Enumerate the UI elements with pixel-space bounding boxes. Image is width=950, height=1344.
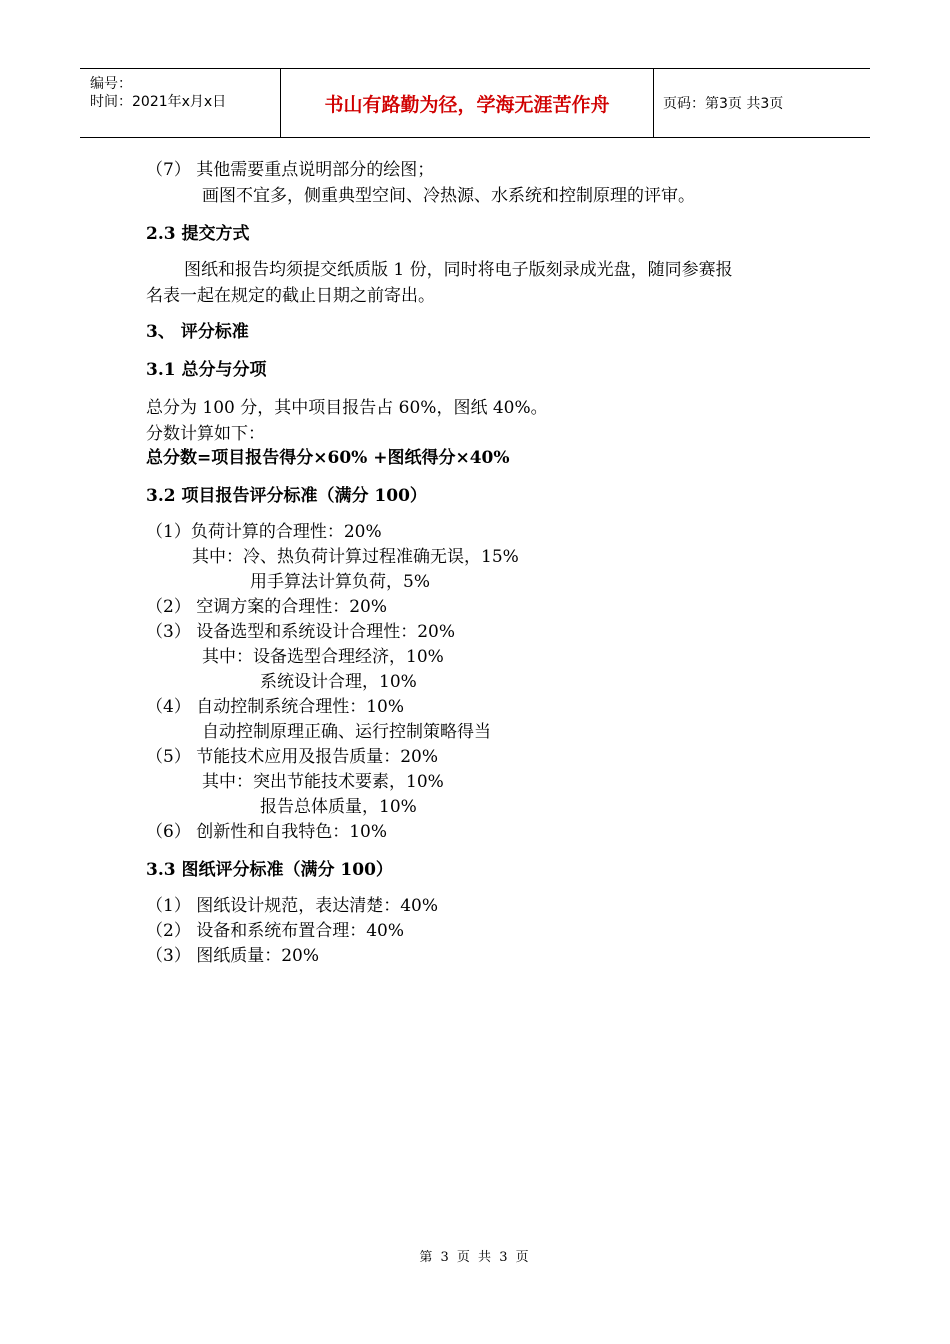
section-2-3-para-line-2: 名表一起在规定的截止日期之前寄出。 <box>146 286 435 306</box>
report-criteria-item: （6） 创新性和自我特色：10% <box>146 822 388 842</box>
report-criteria-item: 其中：冷、热负荷计算过程准确无误，15% <box>192 547 519 567</box>
section-2-3-heading: 2.3 提交方式 <box>146 224 250 244</box>
report-criteria-item: 报告总体质量，10% <box>260 797 417 817</box>
report-criteria-item: 用手算法计算负荷，5% <box>250 572 430 592</box>
section-3-1-line-2: 分数计算如下： <box>146 424 265 444</box>
report-criteria-item: （1）负荷计算的合理性：20% <box>146 522 382 542</box>
section-2-3-para-line-1: 图纸和报告均须提交纸质版 1 份，同时将电子版刻录成光盘，随同参赛报 <box>184 260 733 280</box>
section-3-3-heading: 3.3 图纸评分标准（满分 100） <box>146 860 393 880</box>
header-meta-cell <box>80 69 281 137</box>
report-criteria-item: （4） 自动控制系统合理性：10% <box>146 697 405 717</box>
score-formula: 总分数=项目报告得分×60% +图纸得分×40% <box>146 448 510 468</box>
report-criteria-item: （2） 空调方案的合理性：20% <box>146 597 388 617</box>
page-header <box>80 68 870 138</box>
header-page-info <box>663 69 870 137</box>
report-criteria-item: 自动控制原理正确、运行控制策略得当 <box>202 722 491 742</box>
page-info-text: 页码：第3页 共3页 <box>663 96 784 112</box>
report-criteria-item: （5） 节能技术应用及报告质量：20% <box>146 747 439 767</box>
section-3-2-heading: 3.2 项目报告评分标准（满分 100） <box>146 486 427 506</box>
report-criteria-item: 系统设计合理，10% <box>260 672 417 692</box>
item7-title: （7） 其他需要重点说明部分的绘图； <box>146 160 435 180</box>
time-label: 时间：2021年x月x日 <box>90 94 227 110</box>
drawing-criteria-item: （3） 图纸质量：20% <box>146 946 320 966</box>
header-motto: 书山有路勤为径，学海无涯苦作舟 <box>281 69 654 137</box>
section-3-1-heading: 3.1 总分与分项 <box>146 360 267 380</box>
section-3-1-line-1: 总分为 100 分，其中项目报告占 60%，图纸 40%。 <box>146 398 548 418</box>
drawing-criteria-item: （1） 图纸设计规范，表达清楚：40% <box>146 896 439 916</box>
number-label: 编号： <box>90 76 132 92</box>
item7-desc: 画图不宜多，侧重典型空间、冷热源、水系统和控制原理的评审。 <box>202 186 695 206</box>
section-3-heading: 3、 评分标准 <box>146 322 249 342</box>
drawing-criteria-item: （2） 设备和系统布置合理：40% <box>146 921 405 941</box>
report-criteria-item: 其中：突出节能技术要素，10% <box>202 772 444 792</box>
report-criteria-item: 其中：设备选型合理经济，10% <box>202 647 444 667</box>
report-criteria-item: （3） 设备选型和系统设计合理性：20% <box>146 622 456 642</box>
page-footer: 第 3 页 共 3 页 <box>419 1250 531 1265</box>
